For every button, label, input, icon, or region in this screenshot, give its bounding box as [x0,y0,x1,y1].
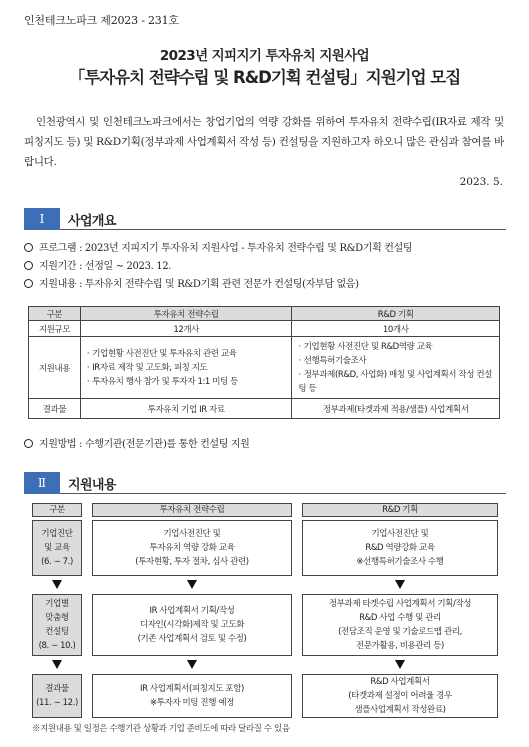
rnd-consulting-box: 정부과제 타겟수립 사업계획서 기획/작성 R&D 사업 수행 및 관리 (전담조직 운영 및 기술로드맵 관리, 전문가활용, 비용관리 등) [302,594,498,656]
circle-bullet-icon [24,243,33,252]
table-row [29,337,500,399]
bullet-content: 지원내용 : 투자유치 전략수립 및 R&D기획 관련 전문가 컨설팅(자부담 없음) [24,276,514,294]
list-item: · 정부과제(R&D, 사업화) 매칭 및 사업계획서 작성 컨설팅 등 [298,368,499,396]
cell-invest-content [80,337,292,399]
cell-rnd-content [292,337,500,399]
section-1-number: Ⅰ [24,208,60,230]
invest-diagnosis-box: 기업사전진단 및 투자유치 역량 강화 교육 (투자현황, 투자 절차, 심사 관련) [92,520,292,576]
document-number: 인천테크노파크 제2023 - 231호 [24,14,179,27]
bullet-period: 지원기간 : 선정일 ∼ 2023. 12. [24,258,514,276]
overview-table [28,306,500,419]
down-arrow-icon [395,660,405,669]
table-row [29,399,500,419]
flow-header-category: 구분 [32,503,82,517]
stage-result: 결과물 (11. ∼ 12.) [32,674,82,718]
stage-consulting: 기업별 맞춤형 컨설팅 (8. ∼ 10.) [32,594,82,656]
section-2-rule [60,493,506,494]
invest-consulting-box: IR 사업계획서 기획/작성 디자인(시각화)제작 및 고도화 (기존 사업계획서 검토 및 수정) [92,594,292,656]
header-category: 구분 [29,307,81,321]
flow-header-rnd: R&D 기획 [302,503,498,517]
down-arrow-icon [395,580,405,589]
row-label-result: 결과물 [29,399,81,419]
circle-bullet-icon [24,279,33,288]
intro-paragraph [24,112,504,172]
header-invest: 투자유치 전략수립 [80,307,292,321]
table-row [29,321,500,337]
cell-rnd-scale: 10개사 [292,321,500,337]
section-2-header [24,472,506,494]
announcement-date: 2023. 5. [459,176,503,188]
down-arrow-icon [52,580,62,589]
list-item: · 기업현황 사전진단 및 투자유치 관련 교육 [87,347,292,361]
rnd-diagnosis-box: 기업사전진단 및 R&D 역량강화 교육 ※선행특허기술조사 수행 [302,520,498,576]
list-item: · 투자유치 행사 참가 및 투자자 1:1 미팅 등 [87,375,292,389]
intro-text: 인천광역시 및 인천테크노파크에서는 창업기업의 역량 강화를 위하여 투자유치 전략수립(IR자료 제작 및 피칭지도 등) 및 R&D기획(정부과제 사업계획서 작성 등) 컨설팅을 지원하고자 하오니 많은 관심과 참여를 바랍니다. [24,116,504,168]
cell-invest-scale: 12개사 [80,321,292,337]
announcement-subtitle: 2023년 지피지기 투자유치 지원사업 [159,48,370,64]
overview-bullets [24,240,514,294]
cell-rnd-result: 정부과제(타겟과제 적용/샘플) 사업계획서 [292,399,500,419]
flow-table-header [32,503,498,517]
table-header-row [29,307,500,321]
down-arrow-icon [187,580,197,589]
stage-diagnosis: 기업진단 및 교육 (6. ∼ 7.) [32,520,82,576]
cell-invest-result: 투자유치 기업 IR 자료 [80,399,292,419]
announcement-title: 「투자유치 전략수립 및 R&D기획 컨설팅」지원기업 모집 [68,68,461,87]
section-1-title: 사업개요 [68,214,116,229]
circle-bullet-icon [24,439,33,448]
circle-bullet-icon [24,261,33,270]
flow-header-invest: 투자유치 전략수립 [92,503,292,517]
down-arrow-icon [52,660,62,669]
footnote: ※지원내용 및 일정은 수행기관 상황과 기업 준비도에 따라 달라질 수 있음 [32,724,290,734]
header-rnd: R&D 기획 [292,307,500,321]
bullet-program: 프로그램 : 2023년 지피지기 투자유치 지원사업 - 투자유치 전략수립 및 R&D기획 컨설팅 [24,240,514,258]
list-item: · 기업현황 사전진단 및 R&D역량 교육 [298,340,499,354]
list-item: · IR자료 제작 및 고도화, 피칭 지도 [87,361,292,375]
row-label-content: 지원내용 [29,337,81,399]
section-1-header [24,208,506,230]
row-label-scale: 지원규모 [29,321,81,337]
rnd-result-box: R&D 사업계획서 (타겟과제 설정이 어려울 경우 샘플사업계획서 작성완료) [302,674,498,718]
down-arrow-icon [187,660,197,669]
section-2-title: 지원내용 [68,478,116,493]
section-1-rule [60,229,506,230]
bullet-method: 지원방법 : 수행기관(전문기관)를 통한 컨설팅 지원 [24,436,514,454]
list-item: · 선행특허기술조사 [298,354,499,368]
method-bullet [24,436,514,454]
invest-result-box: IR 사업계획서(피칭지도 포함) ※투자자 미팅 진행 예정 [92,674,292,718]
section-2-number: Ⅱ [24,472,60,494]
